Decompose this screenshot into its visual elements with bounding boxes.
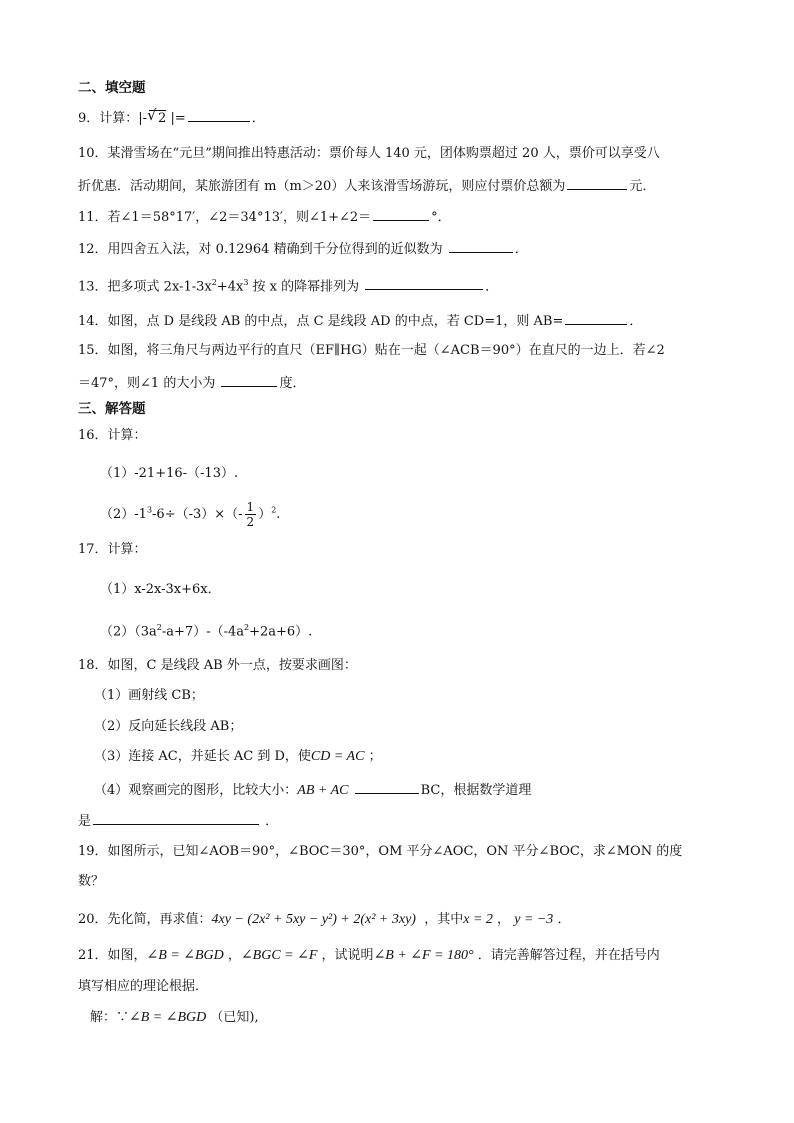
question-10-line-1: 10．某滑雪场在“元旦”期间推出特惠活动：票价每人 140 元，团体购票超过 20 人，票价可以享受八: [78, 146, 660, 161]
answer-blank[interactable]: [373, 206, 429, 221]
answer-blank[interactable]: [93, 810, 259, 825]
answer-blank[interactable]: [565, 310, 627, 325]
section-title-answer: 三、解答题: [78, 401, 146, 417]
question-15-line-2: ＝47°，则∠1 的大小为 度．: [78, 372, 306, 394]
question-21-line-2: 填写相应的理论根据．: [78, 979, 209, 994]
question-18-part-2: （2）反向延长线段 AB；: [94, 719, 243, 734]
question-10-line-2: 折优惠．活动期间，某旅游团有 m（m＞20）人来该滑雪场游玩，则应付票价总额为 元．: [78, 175, 655, 197]
question-9: 9．计算：|-√ 2 |= ．: [78, 107, 265, 129]
section-title-fill-in: 二、填空题: [78, 80, 146, 96]
answer-blank[interactable]: [365, 275, 483, 290]
question-17-part-1: （1）x-2x-3x+6x．: [100, 582, 221, 597]
question-15-line-1: 15．如图，将三角尺与两边平行的直尺（EF∥HG）贴在一起（∠ACB＝90°）在直尺的一边上．若∠2: [78, 343, 665, 358]
question-14: 14．如图，点 D 是线段 AB 的中点，点 C 是线段 AD 的中点，若 CD=1，则 AB= ．: [78, 310, 642, 332]
question-21-solution: 解：∵∠B = ∠BGD （已知),: [90, 1010, 259, 1025]
answer-blank[interactable]: [567, 175, 627, 190]
question-18-part-3: （3）连接 AC，并延长 AC 到 D，使CD = AC ；: [94, 749, 382, 764]
question-17-title: 17．计算：: [78, 542, 147, 557]
sqrt-symbol: √ 2: [149, 110, 166, 126]
question-18-title: 18．如图，C 是线段 AB 外一点，按要求画图：: [78, 658, 357, 673]
question-19-line-1: 19．如图所示，已知∠AOB＝90°，∠BOC＝30°，OM 平分∠AOC，ON 平分∠BOC，求∠MON 的度: [78, 844, 683, 859]
question-21-line-1: 21．如图，∠B = ∠BGD ，∠BGC = ∠F ，试说明∠B + ∠F = 180° ．请完善解答过程，并在括号内: [78, 948, 660, 963]
question-16-part-1: （1）-21+16-（-13）.: [100, 466, 239, 481]
question-20: 20．先化简，再求值：4xy − (2x² + 5xy − y²) + 2(x² + 3xy) ，其中x = 2 ， y = −3 ．: [78, 912, 571, 927]
answer-blank[interactable]: [449, 238, 513, 253]
question-18-part-5: 是 ．: [78, 810, 278, 832]
question-18-part-1: （1）画射线 CB；: [94, 688, 204, 703]
question-11: 11．若∠1＝58°17′，∠2＝34°13′，则∠1+∠2＝ °．: [78, 206, 451, 228]
question-12: 12．用四舍五入法，对 0.12964 精确到千分位得到的近似数为 ．: [78, 238, 528, 260]
answer-blank[interactable]: [355, 779, 419, 794]
question-17-part-2: $(2)(3a^2-a+7)-(-4a^2+2a+6)$.: [100, 623, 313, 640]
question-16-part-2: $(2)-1^3-6\div(-3)\times(-$ $\frac{1}{2}$ ）$^2$.: [100, 500, 281, 529]
answer-blank[interactable]: [188, 107, 250, 122]
question-19-line-2: 数？: [78, 874, 105, 889]
fraction: $\frac{1}{2}$: [246, 500, 255, 529]
question-16-title: 16．计算：: [78, 428, 147, 443]
question-13: 13．把多项式 $2x-1-3x^2+4x^3$ 按 x 的降幂排列为 ．: [78, 273, 498, 297]
answer-blank[interactable]: [221, 372, 277, 387]
question-18-part-4: （4）观察画完的图形，比较大小：AB + AC BC，根据数学道理: [94, 779, 531, 801]
